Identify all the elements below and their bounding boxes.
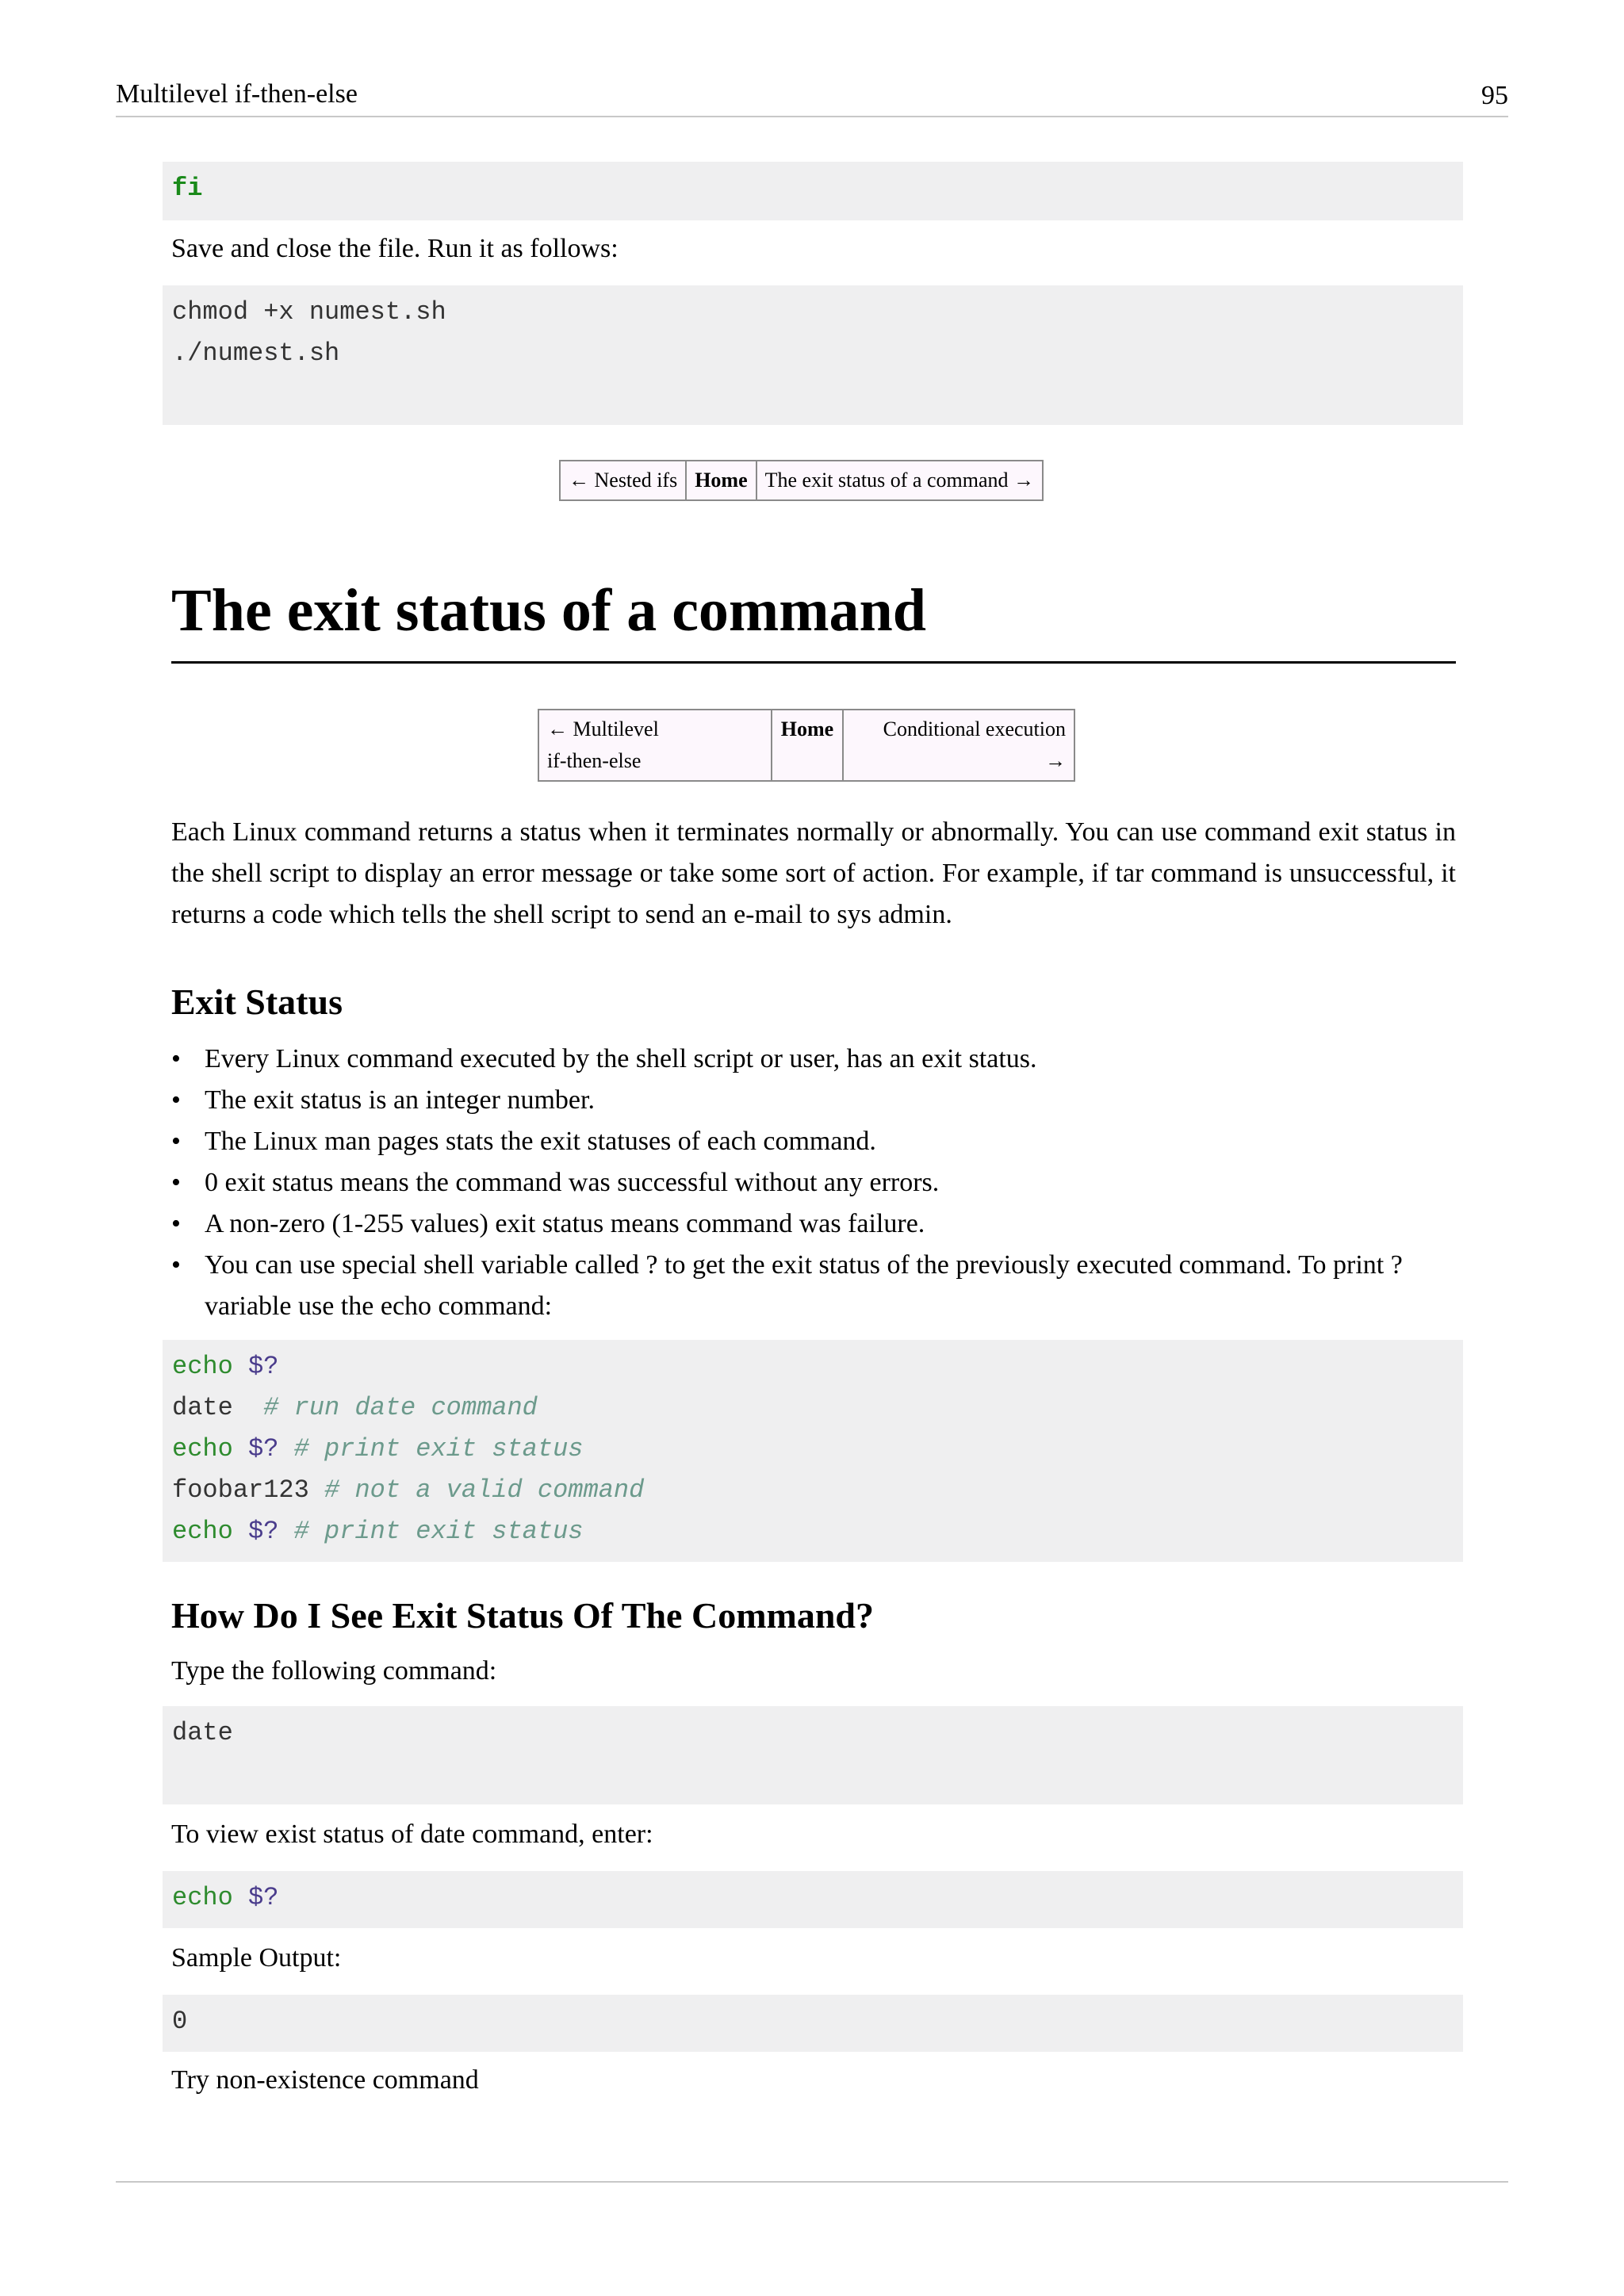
nav-next-link[interactable]: The exit status of a command →	[756, 461, 1043, 500]
nav-next-line: Conditional execution	[883, 718, 1066, 740]
nav-home-link[interactable]: Home	[772, 710, 843, 781]
how-heading: How Do I See Exit Status Of The Command?	[171, 1595, 874, 1636]
code-line: echo $?	[172, 1352, 279, 1381]
code-block-echo2	[163, 1871, 1463, 1928]
code-line: chmod +x numest.sh	[172, 297, 446, 327]
list-item: • A non-zero (1-255 values) exit status means command was failure.	[171, 1203, 1456, 1245]
paragraph-type: Type the following command:	[171, 1656, 497, 1686]
header-rule	[116, 116, 1508, 117]
nav-prev-line: if-then-else	[547, 749, 642, 772]
nav-prev-link[interactable]	[538, 710, 772, 781]
list-item: • The exit status is an integer number.	[171, 1080, 1456, 1121]
paragraph-view: To view exist status of date command, enter:	[171, 1820, 653, 1849]
running-title: Multilevel if-then-else	[116, 79, 358, 109]
list-item: • You can use special shell variable called ? to get the exit status of the previously executed command. To print ? variable use the echo command:	[171, 1245, 1456, 1327]
nav-home-link[interactable]: Home	[686, 461, 756, 500]
list-item: • The Linux man pages stats the exit statuses of each command.	[171, 1121, 1456, 1162]
intro-paragraph: Each Linux command returns a status when it terminates normally or abnormally. You can use command exit status in the shell script to display an error message or take some sort of action. For example, if tar command is unsuccessful, it returns a code which tells the shell script to send an e-mail to sys admin.	[171, 817, 1456, 929]
navigation-bar-section	[538, 709, 1075, 782]
bullet-marker: •	[171, 1250, 181, 1280]
page-number: 95	[1481, 81, 1508, 110]
footer-rule	[116, 2181, 1508, 2183]
nav-next-link[interactable]	[843, 710, 1074, 781]
paragraph-save: Save and close the file. Run it as follows:	[171, 234, 619, 263]
paragraph-sample: Sample Output:	[171, 1943, 342, 1973]
code-block-run	[163, 285, 1463, 425]
code-line: ./numest.sh	[172, 339, 340, 368]
nav-prev-link[interactable]: ← Nested ifs	[560, 461, 686, 500]
code-line: date	[172, 1718, 233, 1747]
section-title: The exit status of a command	[171, 577, 927, 644]
exit-status-heading: Exit Status	[171, 982, 343, 1022]
bullet-marker: •	[171, 1127, 181, 1156]
code-line: echo $?	[172, 1883, 279, 1912]
code-line: 0	[172, 2007, 188, 2036]
code-line: date # run date command	[172, 1393, 538, 1422]
bullet-marker: •	[171, 1168, 181, 1197]
bullet-marker: •	[171, 1209, 181, 1238]
exit-status-list	[171, 1039, 1456, 1327]
navigation-bar-top	[559, 460, 1044, 501]
code-line: foobar123 # not a valid command	[172, 1475, 645, 1505]
paragraph-try: Try non-existence command	[171, 2065, 479, 2095]
bullet-marker: •	[171, 1085, 181, 1115]
code-block-output	[163, 1995, 1463, 2052]
title-rule	[171, 661, 1456, 664]
code-keyword: fi	[172, 174, 203, 203]
list-item: • 0 exit status means the command was successful without any errors.	[171, 1162, 1456, 1203]
code-block-echo	[163, 1340, 1463, 1562]
code-line: echo $? # print exit status	[172, 1517, 584, 1546]
code-line: echo $? # print exit status	[172, 1434, 584, 1464]
nav-prev-line: ← Multilevel	[547, 718, 659, 740]
bullet-marker: •	[171, 1044, 181, 1073]
nav-next-line: →	[1045, 749, 1066, 772]
list-item: • Every Linux command executed by the shell script or user, has an exit status.	[171, 1039, 1456, 1080]
code-block-fi	[163, 162, 1463, 220]
code-block-date	[163, 1706, 1463, 1804]
